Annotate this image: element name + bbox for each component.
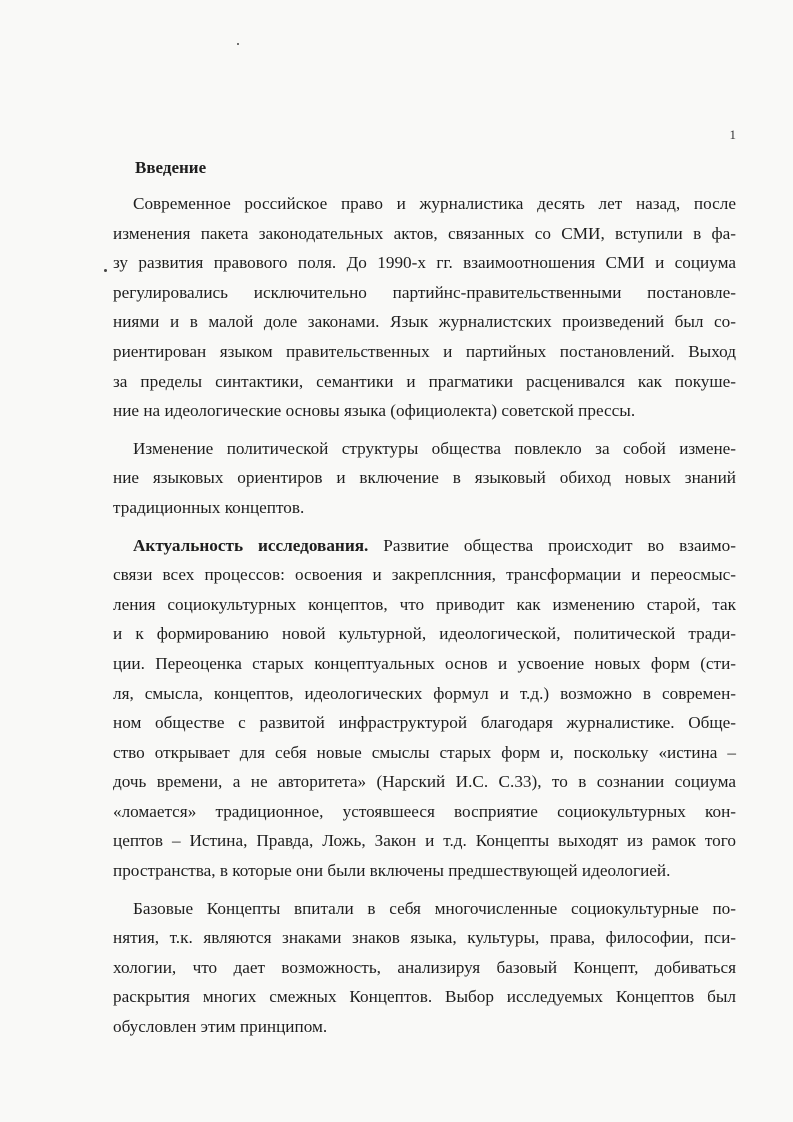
text-line: ном обществе с развитой инфраструктурой благодаря журналистике. Обще- xyxy=(113,713,736,733)
paragraph-relevance xyxy=(113,531,736,886)
text-line: ления социокультурных концептов, что приводит как изменению старой, так xyxy=(113,594,736,614)
relevance-line-rest: Развитие общества происходит во взаимо- xyxy=(368,535,736,555)
text-line: хологии, что дает возможность, анализируя базовый Концепт, добиваться xyxy=(113,957,736,977)
text-line: Базовые Концепты впитали в себя многочисленные социокультурные по- xyxy=(133,898,736,918)
text-line: ля, смысла, концептов, идеологических формул и т.д.) возможно в современ- xyxy=(113,683,736,703)
text-line: Изменение политической структуры общества повлекло за собой измене- xyxy=(133,438,736,458)
text-line: ние языковых ориентиров и включение в языковый обиход новых знаний xyxy=(113,468,736,488)
text-line: ство открывает для себя новые смыслы старых форм и, поскольку «истина – xyxy=(113,742,736,762)
text-line: изменения пакета законодательных актов, связанных со СМИ, вступили в фа- xyxy=(113,223,736,243)
section-title: Введение xyxy=(135,158,207,177)
paragraph-intro xyxy=(113,189,736,426)
text-line: за пределы синтактики, семантики и прагматики расценивался как покуше- xyxy=(113,371,736,391)
text-line: риентирован языком правительственных и партийных постановлений. Выход xyxy=(113,341,736,361)
text-line: зу развития правового поля. До 1990-х гг. взаимоотношения СМИ и социума xyxy=(113,253,736,273)
relevance-lead: Актуальность исследования. xyxy=(133,535,369,555)
text-line: традиционных концептов. xyxy=(113,497,305,517)
text-line: раскрытия многих смежных Концептов. Выбор исследуемых Концептов был xyxy=(113,987,736,1007)
text-line: нятия, т.к. являются знаками знаков языка, культуры, права, философии, пси- xyxy=(113,928,736,948)
page-number: 1 xyxy=(729,127,736,142)
body-text xyxy=(113,189,736,1042)
text-line: Современное российское право и журналистика десять лет назад, после xyxy=(133,194,736,213)
text-line: ниями и в малой доле законами. Язык журналистских произведений был со- xyxy=(113,312,736,332)
paragraph-political-change xyxy=(113,434,736,523)
text-line: «ломается» традиционное, устоявшееся восприятие социокультурных кон- xyxy=(113,801,736,821)
text-line: обусловлен этим принципом. xyxy=(113,1017,328,1037)
text-line: связи всех процессов: освоения и закреплснния, трансформации и переосмыс- xyxy=(113,565,736,585)
text-line xyxy=(113,531,736,561)
text-line: ции. Переоценка старых концептуальных основ и усвоение новых форм (сти- xyxy=(113,653,736,673)
paragraph-base-concepts xyxy=(113,894,736,1042)
text-line: дочь времени, а не авторитета» (Нарский И.С. С.33), то в сознании социума xyxy=(113,772,736,792)
scan-speck xyxy=(104,269,107,272)
text-line: пространства, в которые они были включены предшествующей идеологией. xyxy=(113,861,671,881)
text-line: и к формированию новой культурной, идеологической, политической тради- xyxy=(113,624,736,644)
text-line: цептов – Истина, Правда, Ложь, Закон и т.д. Концепты выходят из рамок того xyxy=(113,831,736,851)
text-line: регулировались исключительно партийнс-правительственными постановле- xyxy=(113,282,736,302)
scan-speck xyxy=(237,43,239,45)
text-line: ние на идеологические основы языка (официолекта) советской прессы. xyxy=(113,401,636,421)
